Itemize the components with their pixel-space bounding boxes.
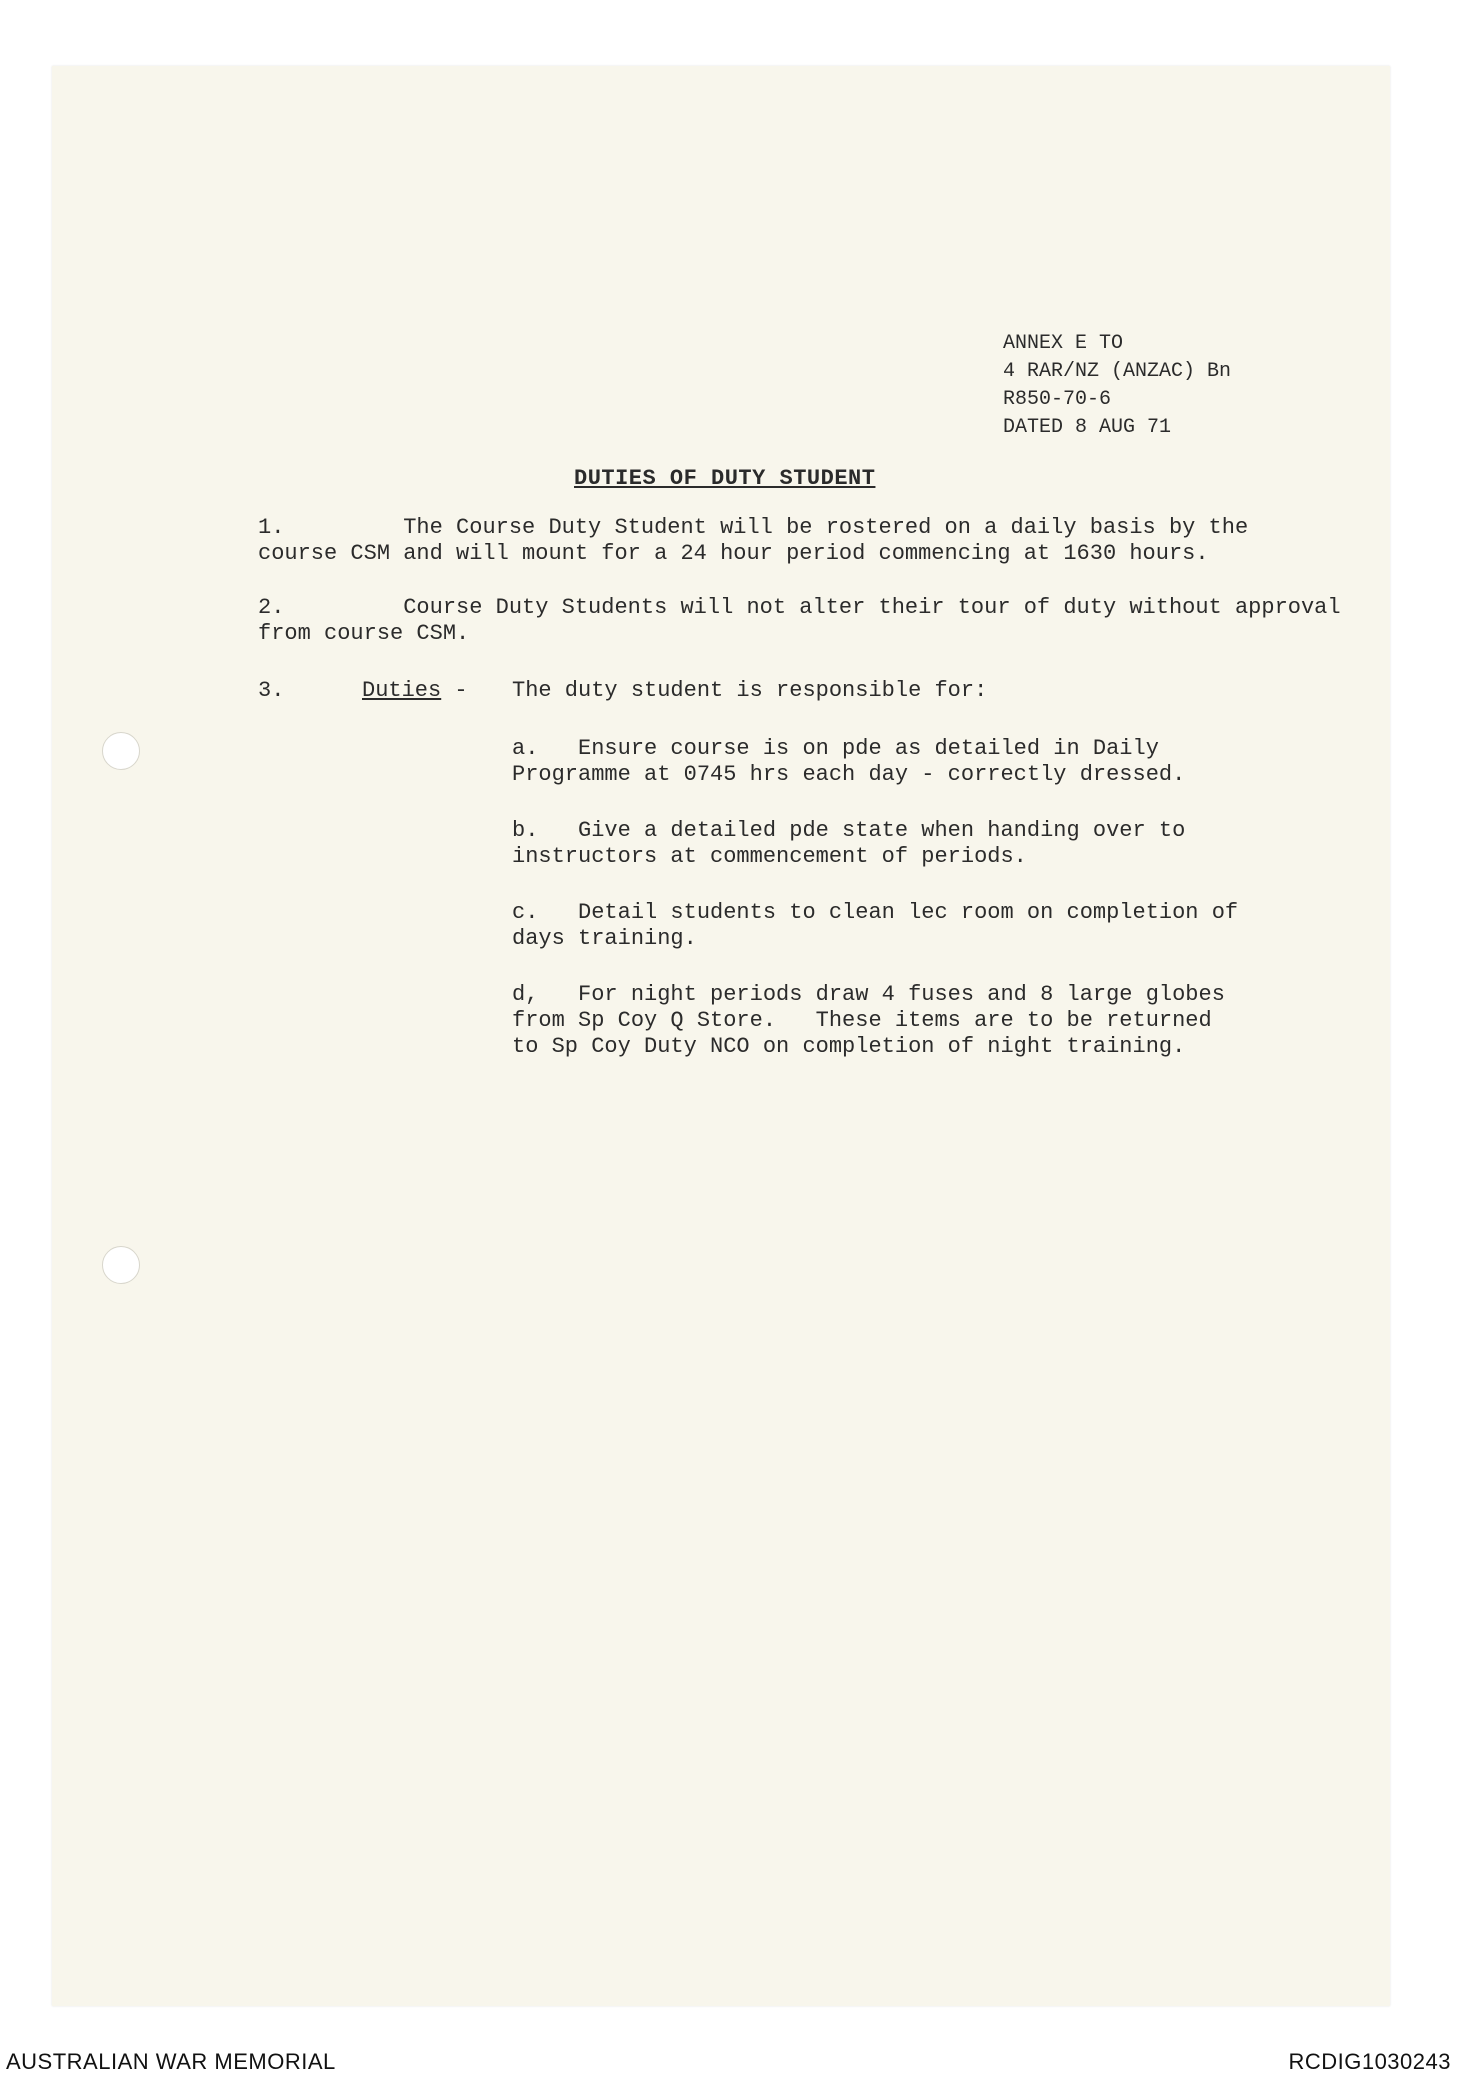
- paragraph-1-text: The Course Duty Student will be rostered on a daily basis by the course CSM and will mount for a 24 hour period commencing at 1630 hours.: [258, 515, 1249, 566]
- punch-hole: [102, 732, 140, 770]
- punch-hole: [102, 1246, 140, 1284]
- archive-id: RCDIG1030243: [1288, 2049, 1451, 2074]
- duty-item-c: c. Detail students to clean lec room on completion of days training.: [512, 900, 1239, 951]
- duty-item-d: d, For night periods draw 4 fuses and 8 large globes from Sp Coy Q Store. These items are to be returned to Sp Coy Duty NCO on completion of night training.: [512, 982, 1225, 1059]
- paragraph-2: [258, 595, 1341, 647]
- annex-line-1: ANNEX E TO: [1003, 332, 1124, 355]
- annex-line-3: R850-70-6: [1003, 388, 1112, 411]
- duties-dash: -: [441, 678, 468, 703]
- duties-label: Duties: [362, 678, 442, 703]
- paragraph-1-number: 1.: [258, 515, 285, 540]
- duties-intro: The duty student is responsible for:: [512, 678, 988, 703]
- paragraph-1: [258, 515, 1248, 567]
- annex-reference: [1003, 330, 1231, 442]
- duty-item-a: a. Ensure course is on pde as detailed in Daily Programme at 0745 hrs each day - correctly dressed.: [512, 736, 1186, 787]
- archive-credit: AUSTRALIAN WAR MEMORIAL: [6, 2049, 336, 2074]
- paragraph-2-number: 2.: [258, 595, 285, 620]
- annex-line-2: 4 RAR/NZ (ANZAC) Bn: [1003, 360, 1232, 383]
- duties-heading: [362, 678, 468, 704]
- annex-line-4: DATED 8 AUG 71: [1003, 416, 1172, 439]
- paragraph-3-number: 3.: [258, 678, 285, 703]
- paragraph-2-text: Course Duty Students will not alter their tour of duty without approval from course CSM.: [258, 595, 1341, 646]
- duty-item-b: b. Give a detailed pde state when handing over to instructors at commencement of periods.: [512, 818, 1186, 869]
- document-title: DUTIES OF DUTY STUDENT: [574, 466, 876, 491]
